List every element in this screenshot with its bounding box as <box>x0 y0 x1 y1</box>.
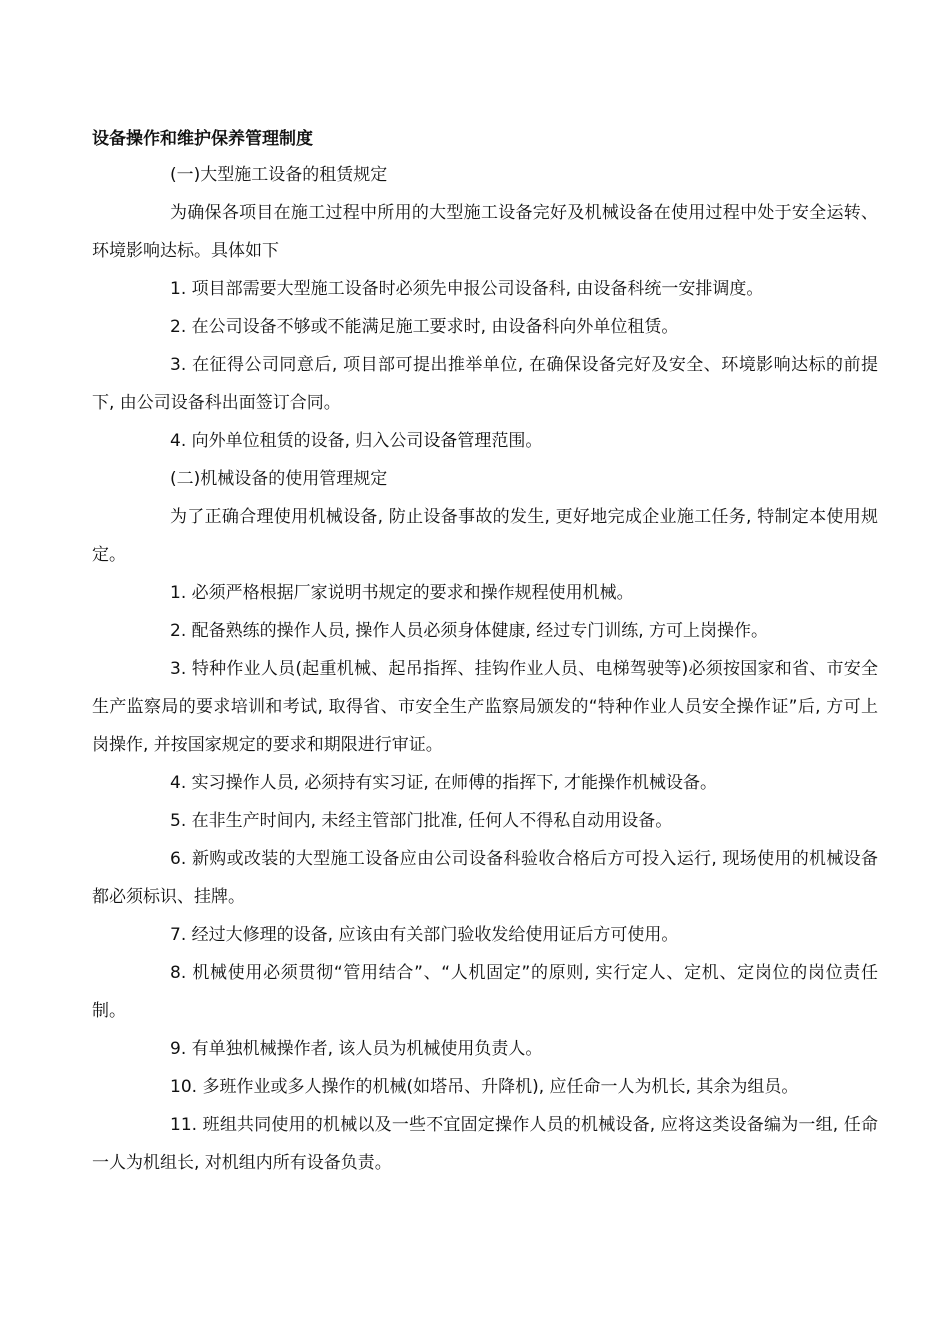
section-2-item-9: 9. 有单独机械操作者, 该人员为机械使用负责人。 <box>170 1039 543 1059</box>
section-2-item-11: 11. 班组共同使用的机械以及一些不宜固定操作人员的机械设备, 应将这类设备编为一组, 任命一人为机组长, 对机组内所有设备负责。 <box>92 1115 878 1173</box>
section-1-item-4 <box>92 422 878 460</box>
section-2-item-5: 5. 在非生产时间内, 未经主管部门批准, 任何人不得私自动用设备。 <box>170 811 673 831</box>
section-1-item-3: 3. 在征得公司同意后, 项目部可提出推举单位, 在确保设备完好及安全、环境影响达标的前提下, 由公司设备科出面签订合同。 <box>92 355 878 413</box>
document-title: 设备操作和维护保养管理制度 <box>92 129 313 149</box>
section-1-item-2: 2. 在公司设备不够或不能满足施工要求时, 由设备科向外单位租赁。 <box>170 317 679 337</box>
section-2-item-6: 6. 新购或改装的大型施工设备应由公司设备科验收合格后方可投入运行, 现场使用的机械设备都必须标识、挂牌。 <box>92 849 878 907</box>
section-1-item-4-text-after: 范围。 <box>491 431 543 451</box>
section-2-item-1: 1. 必须严格根据厂家说明书规定的要求和操作规程使用机械。 <box>170 583 634 603</box>
section-2-item-8: 8. 机械使用必须贯彻“管用结合”、“人机固定”的原则, 实行定人、定机、定岗位的岗位责任制。 <box>92 963 878 1021</box>
section-2-item-3: 3. 特种作业人员(起重机械、起吊指挥、挂钩作业人员、电梯驾驶等)必须按国家和省、市安全生产监察局的要求培训和考试, 取得省、市安全生产监察局颁发的“特种作业人员安全操作证”后, 方可上岗操作, 并按国家规定的要求和期限进行审证。 <box>92 659 878 755</box>
section-2-heading: (二)机械设备的使用管理规定 <box>170 469 388 489</box>
document-body <box>92 122 878 1182</box>
section-2-item-10: 10. 多班作业或多人操作的机械(如塔吊、升降机), 应任命一人为机长, 其余为组员。 <box>170 1077 799 1097</box>
section-2-intro: 为了正确合理使用机械设备, 防止设备事故的发生, 更好地完成企业施工任务, 特制定本使用规定。 <box>92 507 878 565</box>
section-2-item-7: 7. 经过大修理的设备, 应该由有关部门验收发给使用证后方可使用。 <box>170 925 679 945</box>
equipment-management-term: 设备管理 <box>423 431 492 451</box>
section-2-item-2: 2. 配备熟练的操作人员, 操作人员必须身体健康, 经过专门训练, 方可上岗操作。 <box>170 621 769 641</box>
section-1-intro: 为确保各项目在施工过程中所用的大型施工设备完好及机械设备在使用过程中处于安全运转、环境影响达标。具体如下 <box>92 203 878 261</box>
section-1-heading: (一)大型施工设备的租赁规定 <box>170 165 388 185</box>
section-1-item-1: 1. 项目部需要大型施工设备时必须先申报公司设备科, 由设备科统一安排调度。 <box>170 279 764 299</box>
section-1-item-4-text-before: 4. 向外单位租赁的设备, 归入公司 <box>170 431 424 451</box>
section-2-item-4: 4. 实习操作人员, 必须持有实习证, 在师傅的指挥下, 才能操作机械设备。 <box>170 773 718 793</box>
